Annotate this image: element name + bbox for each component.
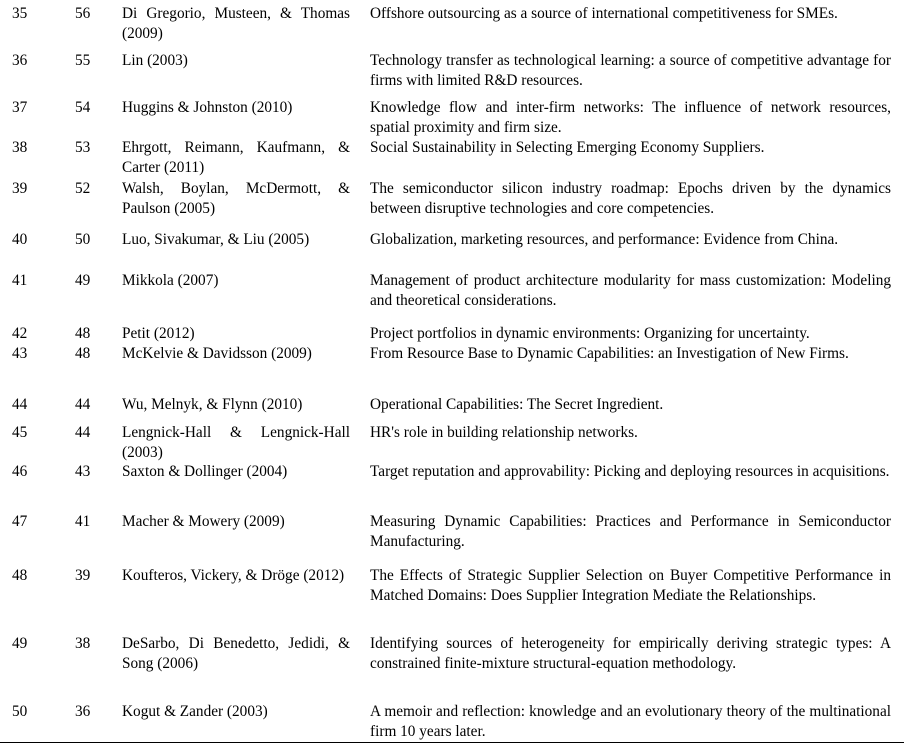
authors-cell: Mikkola (2007): [122, 272, 219, 289]
authors-cell: Koufteros, Vickery, & Dröge (2012): [122, 567, 345, 584]
rank-cell: 45: [12, 424, 28, 441]
authors-cell: Walsh, Boylan, McDermott, & Paulson (2005): [122, 180, 350, 217]
rank-cell: 36: [12, 52, 28, 69]
title-cell: Social Sustainability in Selecting Emerging Economy Suppliers.: [370, 139, 765, 156]
authors-cell: Wu, Melnyk, & Flynn (2010): [122, 396, 303, 413]
authors-cell: Ehrgott, Reimann, Kaufmann, & Carter (2011): [122, 139, 350, 176]
authors-cell: Di Gregorio, Musteen, & Thomas (2009): [122, 5, 350, 42]
authors-cell: Luo, Sivakumar, & Liu (2005): [122, 231, 310, 248]
citations-cell: 55: [75, 52, 91, 69]
title-cell: Target reputation and approvability: Picking and deploying resources in acquisitions.: [370, 463, 890, 480]
rank-cell: 50: [12, 703, 28, 720]
title-cell: The semiconductor silicon industry roadmap: Epochs driven by the dynamics between disruptive technologies and core competencies.: [370, 180, 891, 217]
citations-cell: 44: [75, 396, 91, 413]
authors-cell: Petit (2012): [122, 325, 195, 342]
table-bottom-rule: [0, 742, 904, 743]
title-cell: Globalization, marketing resources, and performance: Evidence from China.: [370, 231, 839, 248]
authors-cell: Huggins & Johnston (2010): [122, 99, 293, 116]
rank-cell: 35: [12, 5, 28, 22]
citations-cell: 36: [75, 703, 91, 720]
title-cell: Identifying sources of heterogeneity for empirically deriving strategic types: A constrained finite-mixture structural-equation methodology.: [370, 635, 891, 672]
rank-cell: 42: [12, 325, 28, 342]
authors-cell: Macher & Mowery (2009): [122, 513, 285, 530]
title-cell: Operational Capabilities: The Secret Ingredient.: [370, 396, 664, 413]
citations-cell: 48: [75, 345, 91, 362]
title-cell: Project portfolios in dynamic environments: Organizing for uncertainty.: [370, 325, 810, 342]
citations-cell: 54: [75, 99, 91, 116]
title-cell: Technology transfer as technological learning: a source of competitive advantage for firms with limited R&D resources.: [370, 52, 891, 89]
rank-cell: 43: [12, 345, 28, 362]
rank-cell: 40: [12, 231, 28, 248]
rank-cell: 46: [12, 463, 28, 480]
authors-cell: Lengnick-Hall & Lengnick-Hall (2003): [122, 424, 350, 461]
title-cell: Offshore outsourcing as a source of international competitiveness for SMEs.: [370, 5, 838, 22]
title-cell: From Resource Base to Dynamic Capabilities: an Investigation of New Firms.: [370, 345, 849, 362]
title-cell: Knowledge flow and inter-firm networks: The influence of network resources, spatial proximity and firm size.: [370, 99, 891, 136]
rank-cell: 47: [12, 513, 28, 530]
citations-cell: 56: [75, 5, 91, 22]
citations-cell: 41: [75, 513, 91, 530]
rank-cell: 38: [12, 139, 28, 156]
title-cell: The Effects of Strategic Supplier Selection on Buyer Competitive Performance in Matched Domains: Does Supplier Integration Mediate the Relationships.: [370, 567, 891, 604]
citations-cell: 38: [75, 635, 91, 652]
rank-cell: 41: [12, 272, 28, 289]
citations-cell: 49: [75, 272, 91, 289]
citations-cell: 43: [75, 463, 91, 480]
citations-cell: 50: [75, 231, 91, 248]
citations-cell: 52: [75, 180, 91, 197]
authors-cell: Kogut & Zander (2003): [122, 703, 268, 720]
rank-cell: 48: [12, 567, 28, 584]
citations-cell: 44: [75, 424, 91, 441]
citations-cell: 39: [75, 567, 91, 584]
rank-cell: 49: [12, 635, 28, 652]
title-cell: Measuring Dynamic Capabilities: Practices and Performance in Semiconductor Manufacturing.: [370, 513, 891, 550]
rank-cell: 39: [12, 180, 28, 197]
authors-cell: Lin (2003): [122, 52, 188, 69]
authors-cell: DeSarbo, Di Benedetto, Jedidi, & Song (2006): [122, 635, 350, 672]
authors-cell: McKelvie & Davidsson (2009): [122, 345, 312, 362]
authors-cell: Saxton & Dollinger (2004): [122, 463, 288, 480]
citations-cell: 48: [75, 325, 91, 342]
title-cell: A memoir and reflection: knowledge and an evolutionary theory of the multinational firm 10 years later.: [370, 703, 891, 740]
citations-cell: 53: [75, 139, 91, 156]
title-cell: HR's role in building relationship networks.: [370, 424, 638, 441]
rank-cell: 37: [12, 99, 28, 116]
title-cell: Management of product architecture modularity for mass customization: Modeling and theoretical considerations.: [370, 272, 891, 309]
rank-cell: 44: [12, 396, 28, 413]
